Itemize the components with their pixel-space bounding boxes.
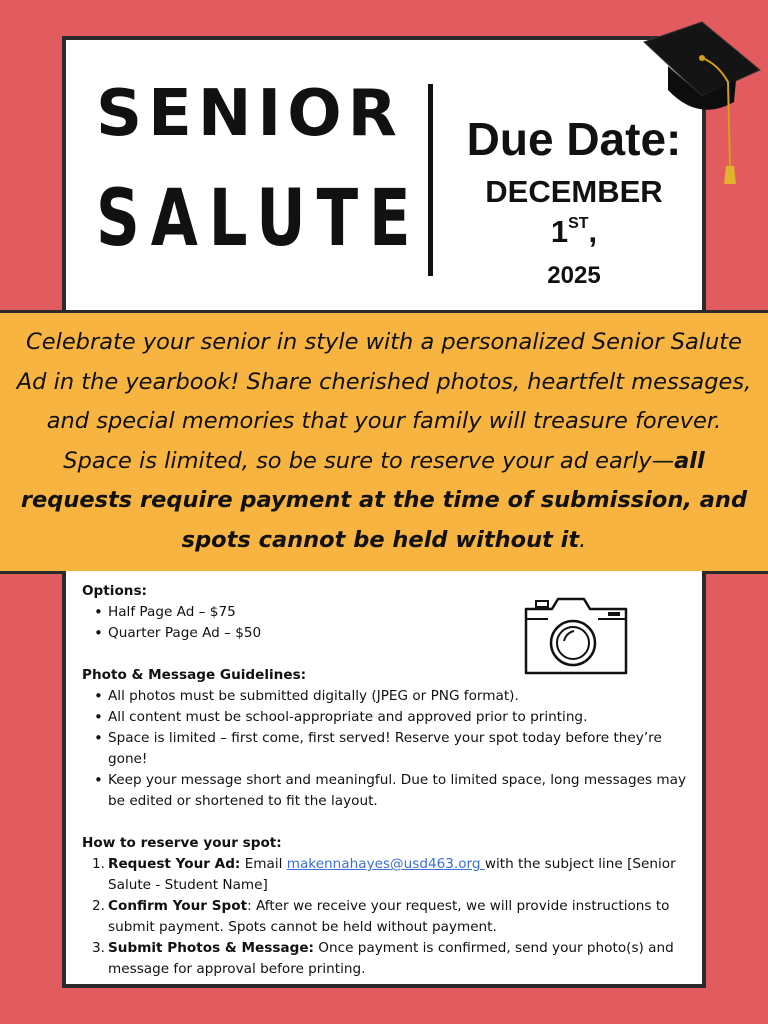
due-date-year: 2025	[547, 262, 601, 289]
graduation-cap-icon	[638, 18, 764, 188]
list-item: • Half Page Ad – $75	[82, 602, 688, 623]
banner-emphasis-text: all requests require payment at the time of submission, and spots cannot be held without it	[20, 447, 748, 553]
info-card	[62, 571, 706, 988]
due-date-month: DECEMBER	[485, 174, 663, 209]
due-day-comma: ,	[588, 214, 598, 249]
email-link[interactable]: makennahayes@usd463.org	[286, 856, 485, 872]
step-item	[82, 854, 688, 896]
due-day-number: 1	[550, 214, 569, 249]
step-label: Confirm Your Spot	[108, 898, 248, 914]
header-card	[62, 36, 706, 316]
intro-banner	[0, 310, 768, 574]
list-item: • All photos must be submitted digitally (JPEG or PNG format).	[82, 686, 688, 707]
title-salute: SALUTE	[96, 174, 422, 264]
step-label: Submit Photos & Message:	[108, 940, 314, 956]
step-item	[82, 938, 688, 980]
banner-end-text: .	[579, 526, 587, 553]
step-text: : After we receive your request, we will provide instructions to submit payment. Spots cannot be held without payment.	[108, 898, 670, 935]
due-day-suffix: ST	[568, 215, 589, 232]
step-number: 1.	[92, 856, 105, 872]
due-date-day	[464, 216, 684, 247]
list-item: • Space is limited – first come, first served! Reserve your spot today before they’re gone!	[82, 728, 688, 770]
guidelines-title: Photo & Message Guidelines:	[82, 667, 307, 683]
step-text: with the subject line [Senior Salute - Student Name]	[108, 856, 676, 893]
step-number: 3.	[92, 940, 105, 956]
step-item	[82, 896, 688, 938]
reserve-steps	[82, 854, 688, 980]
reserve-title: How to reserve your spot:	[82, 835, 282, 851]
step-number: 2.	[92, 898, 105, 914]
options-title: Options:	[82, 583, 147, 599]
list-item: • Keep your message short and meaningful. Due to limited space, long messages may be edited or shortened to fit the layout.	[82, 770, 688, 812]
banner-intro-text: Celebrate your senior in style with a personalized Senior Salute Ad in the yearbook! Share cherished photos, heartfelt messages, and special memories that your family will treasure forever. Space is limited, so be sure to reserve your ad early—	[16, 329, 752, 474]
step-label: Request Your Ad:	[108, 856, 241, 872]
step-text: Email	[240, 856, 287, 872]
list-item: • Quarter Page Ad – $50	[82, 623, 688, 644]
title-senior: SENIOR	[96, 77, 403, 151]
guidelines-list	[82, 686, 688, 812]
list-item: • All content must be school-appropriate and approved prior to printing.	[82, 707, 688, 728]
due-date-label: Due Date:	[466, 113, 682, 165]
vertical-divider	[428, 84, 433, 276]
step-text: Once payment is confirmed, send your photo(s) and message for approval before printing.	[108, 940, 674, 977]
options-list	[82, 602, 688, 644]
